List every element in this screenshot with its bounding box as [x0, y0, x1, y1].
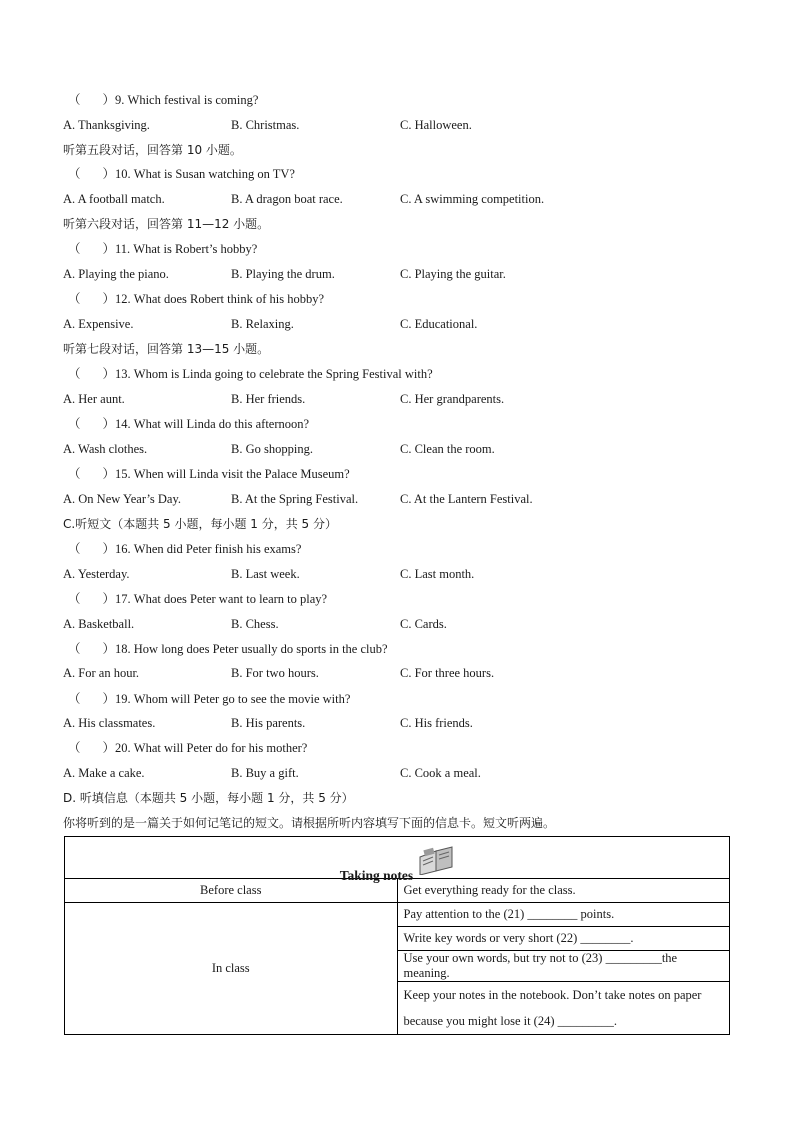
option-a: A. Basketball. [63, 617, 135, 631]
question-12 [68, 290, 324, 308]
options-9 [63, 116, 663, 134]
option-b: B. Her friends. [231, 392, 306, 406]
question-19 [68, 690, 350, 708]
option-c: C. Last month. [400, 567, 475, 581]
question-text: ）14. What will Linda do this afternoon? [102, 417, 310, 431]
option-b: B. Christmas. [231, 118, 300, 132]
question-17 [68, 590, 327, 608]
option-a: A. Make a cake. [63, 766, 145, 780]
option-c: C. Playing the guitar. [400, 267, 506, 281]
answer-bracket-open: （ [68, 167, 81, 181]
options-15 [63, 490, 663, 508]
option-a: A. Thanksgiving. [63, 118, 150, 132]
option-a: A. On New Year’s Day. [63, 492, 182, 506]
in-class-row-22: Write key words or very short (22) ________. [397, 927, 730, 951]
option-a: A. A football match. [63, 192, 165, 206]
option-b: B. Last week. [231, 567, 300, 581]
question-11 [68, 240, 257, 258]
question-text: ）10. What is Susan watching on TV? [102, 167, 295, 181]
option-c: C. At the Lantern Festival. [400, 492, 533, 506]
question-20 [68, 739, 307, 757]
options-20 [63, 764, 663, 782]
options-10 [63, 190, 663, 208]
section-heading: 听第五段对话，回答第 10 小题。 [63, 143, 242, 157]
question-text: ）9. Which festival is coming? [102, 93, 259, 107]
question-13 [68, 365, 433, 383]
option-a: A. Yesterday. [63, 567, 130, 581]
option-a: A. For an hour. [63, 666, 140, 680]
question-14 [68, 415, 309, 433]
option-b: B. At the Spring Festival. [231, 492, 359, 506]
answer-bracket-open: （ [68, 741, 81, 755]
section-heading: C.听短文（本题共 5 小题，每小题 1 分，共 5 分） [63, 517, 337, 531]
in-class-row-24 [397, 982, 730, 1035]
option-c: C. Cards. [400, 617, 447, 631]
question-9 [68, 91, 258, 109]
answer-bracket-open: （ [68, 417, 81, 431]
option-b: B. Go shopping. [231, 442, 313, 456]
option-c: C. Cook a meal. [400, 766, 481, 780]
table-title-cell [65, 837, 730, 883]
before-class-text: Get everything ready for the class. [397, 879, 730, 903]
taking-notes-table [64, 836, 730, 1035]
option-c: C. Educational. [400, 317, 478, 331]
option-a: A. Wash clothes. [63, 442, 148, 456]
question-text: ）17. What does Peter want to learn to play? [102, 592, 328, 606]
options-17 [63, 615, 663, 633]
question-text: ）18. How long does Peter usually do sports in the club? [102, 642, 388, 656]
question-18 [68, 640, 388, 658]
option-c: C. Clean the room. [400, 442, 495, 456]
options-18 [63, 664, 663, 682]
question-16 [68, 540, 301, 558]
options-16 [63, 565, 663, 583]
answer-bracket-open: （ [68, 242, 81, 256]
question-text: ）20. What will Peter do for his mother? [102, 741, 308, 755]
answer-bracket-open: （ [68, 642, 81, 656]
section-heading: 听第七段对话，回答第 13—15 小题。 [63, 342, 270, 356]
options-11 [63, 265, 663, 283]
question-text: ）13. Whom is Linda going to celebrate the Spring Festival with? [102, 367, 433, 381]
question-10 [68, 165, 295, 183]
answer-bracket-open: （ [68, 542, 81, 556]
question-text: ）12. What does Robert think of his hobby? [102, 292, 325, 306]
answer-bracket-open: （ [68, 367, 81, 381]
section-heading: D. 听填信息（本题共 5 小题，每小题 1 分，共 5 分） [63, 791, 354, 805]
options-19 [63, 714, 663, 732]
book-icon [418, 845, 454, 879]
option-b: B. Buy a gift. [231, 766, 299, 780]
option-b: B. His parents. [231, 716, 306, 730]
answer-bracket-open: （ [68, 692, 81, 706]
option-b: B. Relaxing. [231, 317, 294, 331]
question-15 [68, 465, 350, 483]
in-class-row-23: Use your own words, but try not to (23) _________the meaning. [397, 951, 730, 982]
option-b: B. A dragon boat race. [231, 192, 343, 206]
option-c: C. Halloween. [400, 118, 472, 132]
question-text: ）16. When did Peter finish his exams? [102, 542, 302, 556]
table-title: Taking notes [339, 867, 414, 883]
option-a: A. Her aunt. [63, 392, 125, 406]
section-instructions: 你将听到的是一篇关于如何记笔记的短文。请根据所听内容填写下面的信息卡。短文听两遍。 [63, 816, 556, 830]
option-a: A. Playing the piano. [63, 267, 169, 281]
option-b: B. Chess. [231, 617, 279, 631]
option-c: C. Her grandparents. [400, 392, 505, 406]
option-c: C. A swimming competition. [400, 192, 545, 206]
question-text: ）15. When will Linda visit the Palace Museum? [102, 467, 350, 481]
answer-bracket-open: （ [68, 592, 81, 606]
option-a: A. Expensive. [63, 317, 134, 331]
options-12 [63, 315, 663, 333]
option-c: C. For three hours. [400, 666, 495, 680]
question-text: ）11. What is Robert’s hobby? [102, 242, 258, 256]
option-a: A. His classmates. [63, 716, 156, 730]
options-13 [63, 390, 663, 408]
in-class-label: In class [65, 903, 398, 1035]
question-text: ）19. Whom will Peter go to see the movie with? [102, 692, 351, 706]
option-b: B. Playing the drum. [231, 267, 335, 281]
options-14 [63, 440, 663, 458]
answer-bracket-open: （ [68, 93, 81, 107]
option-c: C. His friends. [400, 716, 473, 730]
in-class-row-21: Pay attention to the (21) ________ points. [397, 903, 730, 927]
option-b: B. For two hours. [231, 666, 319, 680]
before-class-label: Before class [65, 879, 398, 903]
section-heading: 听第六段对话，回答第 11—12 小题。 [63, 217, 270, 231]
answer-bracket-open: （ [68, 292, 81, 306]
in-class-row-24-text: Keep your notes in the notebook. Don’t take notes on paper because you might lose it (24) _________. [403, 988, 702, 1028]
answer-bracket-open: （ [68, 467, 81, 481]
